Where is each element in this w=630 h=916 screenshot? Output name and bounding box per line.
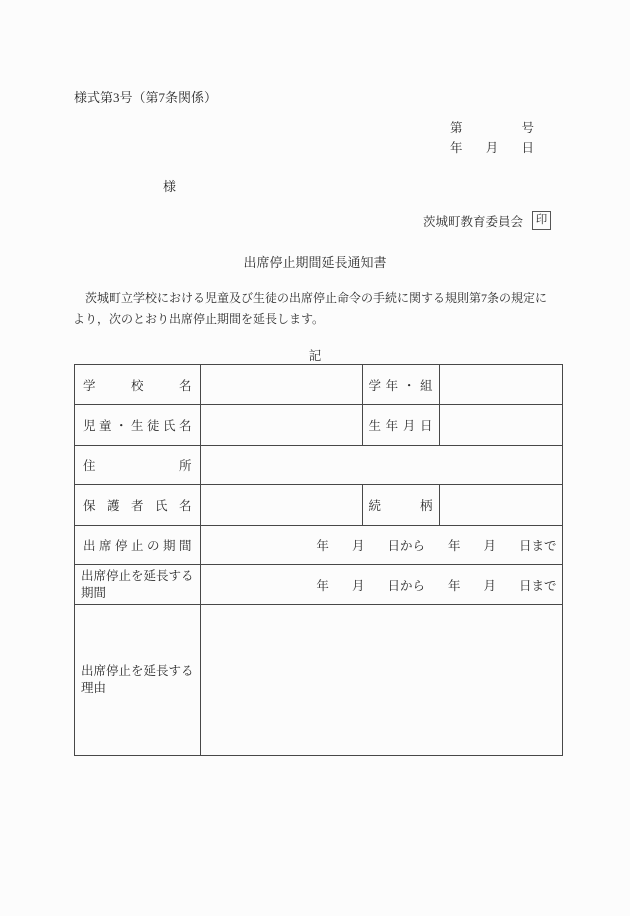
date-year-label: 年 [316,578,329,593]
suspension-period-label: 出席停止の期間 [75,526,201,565]
date-year-label: 年 [447,539,461,553]
body-line-1: 茨城町立学校における児童及び生徒の出席停止命令の手続に関する規則第7条の規定に [73,291,548,305]
date-until-label: 日まで [519,578,557,593]
student-name-label: 児童・生徒氏名 [75,405,201,446]
relationship-label: 続柄 [362,485,439,526]
doc-number-line [450,117,534,137]
student-name-field[interactable] [200,405,362,446]
birth-date-label: 生年月日 [362,405,439,446]
form-table [74,364,563,756]
extension-period-date-placeholders [202,576,561,594]
date-month-label: 月 [351,578,365,593]
issuer-name: 茨城町教育委員会 [423,214,524,229]
doc-number-prefix: 第 [450,121,463,135]
grade-class-label: 学年・組 [362,365,439,405]
school-name-field[interactable] [200,365,362,405]
table-row [75,565,563,605]
date-month-label: 月 [351,539,365,553]
doc-number-date-block [450,117,534,157]
school-name-label: 学校名 [75,365,201,405]
table-row [75,405,563,446]
extension-reason-label: 出席停止を延長する 理由 [75,605,201,756]
date-year-label: 年 [447,578,461,593]
birth-date-field[interactable] [439,405,562,446]
date-year-label: 年 [450,141,463,155]
document-title: 出席停止期間延長通知書 [243,255,387,270]
body-paragraph [73,288,565,330]
doc-number-suffix: 号 [521,121,534,135]
form-number: 様式第3号（第7条関係） [74,90,218,105]
date-year-label: 年 [316,539,329,553]
guardian-name-label: 保護者氏名 [75,485,201,526]
suspension-period-field[interactable] [200,526,562,565]
table-row [75,365,563,405]
body-line-2: より，次のとおり出席停止期間を延長します。 [73,312,325,326]
suspension-period-date-placeholders [202,536,561,554]
issue-date-line [450,137,534,157]
table-row [75,485,563,526]
table-row [75,605,563,756]
grade-class-field[interactable] [439,365,562,405]
date-until-label: 日まで [519,539,557,553]
record-marker: 記 [308,349,322,363]
extension-period-field[interactable] [200,565,562,605]
date-month-label: 月 [485,141,499,155]
table-row [75,446,563,485]
date-from-label: 日から [387,578,425,593]
extension-reason-field[interactable] [200,605,562,756]
date-from-label: 日から [387,539,425,553]
issuer-line [423,211,551,230]
extension-period-label: 出席停止を延長する 期間 [75,565,201,605]
date-month-label: 月 [483,578,496,593]
address-label: 住所 [75,446,201,485]
date-day-label: 日 [521,141,534,155]
guardian-name-field[interactable] [200,485,362,526]
relationship-field[interactable] [439,485,562,526]
seal-mark: 印 [532,211,551,230]
addressee-honorific: 様 [163,179,177,194]
table-row [75,526,563,565]
date-month-label: 月 [483,539,496,553]
address-field[interactable] [200,446,562,485]
